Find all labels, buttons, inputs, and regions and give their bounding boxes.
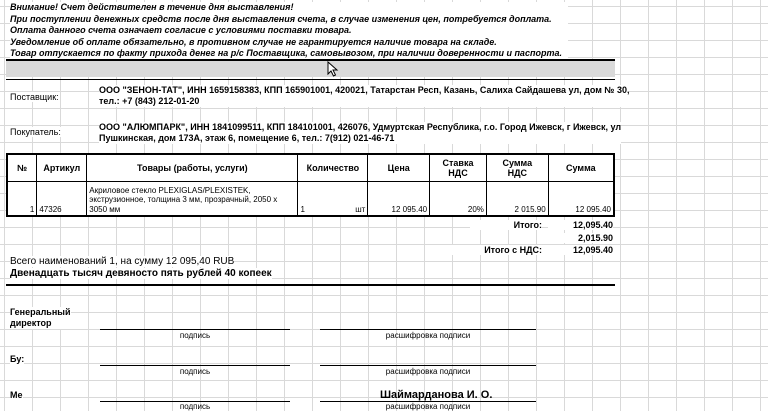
manager-role: Ме [10,390,23,400]
buyer-label: Покупатель: [10,127,61,137]
col-header-vat-sum: Сумма НДС [486,154,548,182]
divider-band [6,79,615,80]
buyer-line-1: ООО "АЛЮМПАРК", ИНН 1841099511, КПП 184101001, 426076, Удмуртская Республика, г.о. Город Ижевск, г Ижевск, ул [99,122,622,132]
manager-name: Шаймарданова И. О. [380,389,493,401]
cell-sum[interactable]: 12 095.40 [548,182,614,217]
director-role-line-2: директор [10,318,52,328]
cell-article[interactable]: 47326 [37,182,87,217]
selected-row-band[interactable] [6,61,615,77]
mouse-cursor-icon [327,61,339,77]
col-header-price: Цена [368,154,430,182]
notice-line: Оплата данного счета означает согласие с условиями поставки товара. [10,25,352,36]
total-value: 12,095.40 [548,220,613,230]
supplier-label: Поставщик: [10,92,59,102]
accountant-decode-caption: расшифровка подписи [385,367,471,376]
items-table [6,153,615,217]
items-summary: Всего наименований 1, на сумму 12 095,40 RUB [10,256,235,267]
col-header-vat-rate: Ставка НДС [430,154,487,182]
cell-qty-unit: шт [355,205,366,214]
col-header-qty: Количество [298,154,368,182]
buyer-line-2: Пушкинская, дом 173А, этаж 6, помещение 6, тел.: 7(912) 021-46-71 [99,133,395,143]
director-sign-caption: подпись [179,331,211,340]
total-with-vat-label: Итого с НДС: [450,245,542,255]
col-header-sum: Сумма [548,154,614,182]
cell-qty[interactable] [298,182,368,217]
director-decode-line [320,329,536,330]
accountant-sign-caption: подпись [179,367,211,376]
accountant-role: Бу: [10,354,25,364]
vat-total-value: 2,015.90 [548,233,613,243]
director-sign-line [100,329,290,330]
manager-sign-caption: подпись [179,402,211,411]
manager-decode-caption: расшифровка подписи [385,402,471,411]
total-label: Итого: [470,220,542,230]
director-decode-caption: расшифровка подписи [385,331,471,340]
col-header-num: № [7,154,37,182]
col-header-article: Артикул [37,154,87,182]
divider-bottom [6,284,615,286]
supplier-details [99,85,629,107]
notice-line: Товар отпускается по факту прихода денег на р/с Поставщика, самовывозом, при наличии доверенности и паспорта. [10,48,562,59]
amount-in-words: Двенадцать тысяч девяносто пять рублей 40 копеек [10,268,272,279]
invoice-notice [10,2,568,60]
director-role [10,307,71,329]
total-with-vat-value: 12,095.40 [548,245,613,255]
table-row[interactable] [7,182,614,217]
buyer-details [99,122,621,144]
director-role-line-1: Генеральный [10,307,71,317]
accountant-sign-line [100,365,290,366]
notice-line: Внимание! Счет действителен в течение дня выставления! [10,2,294,12]
notice-line: Уведомление об оплате обязательно, в противном случае не гарантируется наличие товара на складе. [10,36,497,47]
cell-goods-name[interactable]: Акриловое стекло PLEXIGLAS/PLEXISTEK, экструзионное, толщина 3 мм, прозрачный, 2050 х 3050 мм [87,182,298,217]
cell-vat-sum[interactable]: 2 015.90 [486,182,548,217]
accountant-decode-line [320,365,536,366]
cell-qty-value: 1 [300,205,305,214]
cell-price[interactable]: 12 095.40 [368,182,430,217]
supplier-line-2: тел.: +7 (843) 212-01-20 [99,96,200,106]
cell-num[interactable]: 1 [7,182,37,217]
col-header-goods: Товары (работы, услуги) [87,154,298,182]
notice-line: При поступлении денежных средств после дня выставления счета, в случае изменения цен, потребуется доплата. [10,13,552,24]
table-header-row [7,154,614,182]
cell-vat-rate[interactable]: 20% [430,182,487,217]
supplier-line-1: ООО "ЗЕНОН-ТАТ", ИНН 1659158383, КПП 165901001, 420021, Татарстан Респ, Казань, Салиха Сайдашева ул, дом № 30, [99,85,630,95]
